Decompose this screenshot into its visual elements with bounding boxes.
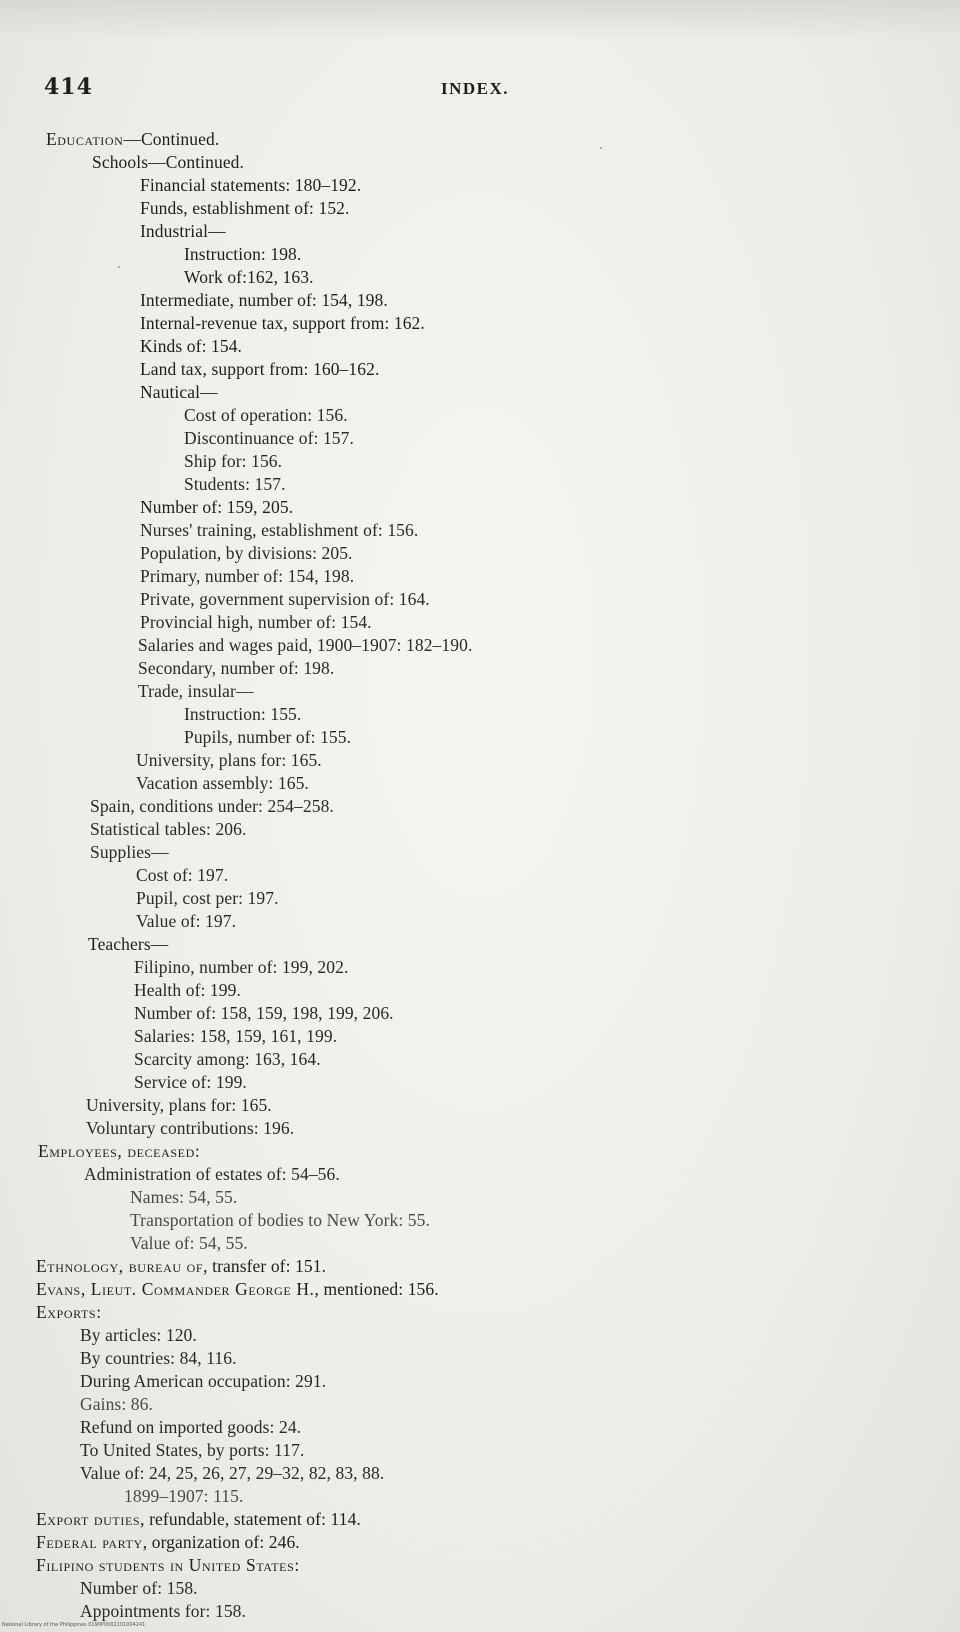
index-entry: Private, government supervision of: 164. (140, 589, 430, 609)
index-entry: Pupil, cost per: 197. (136, 888, 279, 908)
index-entry: Pupils, number of: 155. (184, 727, 352, 747)
index-entry: Cost of operation: 156. (184, 405, 348, 425)
index-entry: 1899–1907: 115. (124, 1486, 244, 1506)
entry-text: , transfer of: 151. (203, 1256, 327, 1276)
index-entry: Industrial— (140, 221, 226, 241)
index-entry: Teachers— (88, 934, 169, 954)
index-entry: Value of: 197. (136, 911, 237, 931)
index-entry-heading (38, 1140, 200, 1162)
index-entry-heading (36, 1301, 101, 1323)
index-entry: Primary, number of: 154, 198. (140, 566, 355, 586)
index-entry-heading (36, 1554, 299, 1576)
index-entry: Salaries: 158, 159, 161, 199. (134, 1026, 338, 1046)
index-entry: Schools—Continued. (92, 152, 245, 172)
index-entry: Number of: 159, 205. (140, 497, 294, 517)
index-entry: By articles: 120. (80, 1325, 197, 1345)
index-entry: Scarcity among: 163, 164. (134, 1049, 321, 1069)
index-entry: University, plans for: 165. (86, 1095, 272, 1115)
entry-heading: Exports (36, 1302, 97, 1322)
entry-text: , organization of: 246. (142, 1532, 300, 1552)
index-entry: By countries: 84, 116. (80, 1348, 237, 1368)
index-entry: Voluntary contributions: 196. (86, 1118, 295, 1138)
index-entry-heading (36, 1255, 326, 1277)
scan-speck (600, 147, 602, 149)
index-entry: Intermediate, number of: 154, 198. (140, 290, 388, 310)
entry-heading: Employees, deceased (38, 1141, 195, 1161)
entry-text: —Continued. (123, 129, 220, 149)
index-entry: Filipino, number of: 199, 202. (134, 957, 349, 977)
index-entry: Land tax, support from: 160–162. (140, 359, 380, 379)
scan-speck (118, 266, 120, 268)
index-entry-heading (36, 1278, 439, 1300)
entry-text: , mentioned: 156. (314, 1279, 439, 1299)
index-entry: University, plans for: 165. (136, 750, 322, 770)
index-entry: Spain, conditions under: 254–258. (90, 796, 334, 816)
page-number: 414 (44, 74, 93, 100)
entry-heading: Federal party (36, 1532, 143, 1552)
entry-text: : (294, 1555, 300, 1575)
index-entry: Appointments for: 158. (80, 1601, 247, 1621)
entry-heading: Export duties (36, 1509, 141, 1529)
index-entry: Vacation assembly: 165. (136, 773, 309, 793)
index-entry: Number of: 158, 159, 198, 199, 206. (134, 1003, 394, 1023)
index-entry: Statistical tables: 206. (90, 819, 247, 839)
entry-heading: Evans, Lieut. Commander George H. (36, 1279, 315, 1299)
index-entry: Kinds of: 154. (140, 336, 243, 356)
index-entry: Internal-revenue tax, support from: 162. (140, 313, 425, 333)
entry-heading: Filipino students in United States (36, 1555, 295, 1575)
index-entry: During American occupation: 291. (80, 1371, 327, 1391)
scan-shadow (0, 0, 960, 40)
page-header (44, 74, 524, 108)
index-entry: Value of: 54, 55. (130, 1233, 248, 1253)
entry-text: : (194, 1141, 200, 1161)
index-entry: Refund on imported goods: 24. (80, 1417, 302, 1437)
running-head: INDEX. (441, 79, 510, 98)
index-entry: Students: 157. (184, 474, 286, 494)
index-entry: Service of: 199. (134, 1072, 247, 1092)
index-entry: Work of:162, 163. (184, 267, 314, 287)
index-entry: Administration of estates of: 54–56. (84, 1164, 340, 1184)
index-entry: Instruction: 155. (184, 704, 302, 724)
entry-text: , refundable, statement of: 114. (140, 1509, 361, 1529)
index-entry: Instruction: 198. (184, 244, 302, 264)
index-entry: Transportation of bodies to New York: 55. (130, 1210, 430, 1230)
entry-text: : (96, 1302, 102, 1322)
index-entry: Names: 54, 55. (130, 1187, 238, 1207)
index-entry: Discontinuance of: 157. (184, 428, 354, 448)
index-entry: Nurses' training, establishment of: 156. (140, 520, 419, 540)
index-entry: Health of: 199. (134, 980, 241, 1000)
index-entry: Population, by divisions: 205. (140, 543, 353, 563)
index-entry-heading (46, 128, 219, 150)
index-entry: To United States, by ports: 117. (80, 1440, 305, 1460)
index-entry: Funds, establishment of: 152. (140, 198, 350, 218)
index-entry: Number of: 158. (80, 1578, 198, 1598)
index-entry: Supplies— (90, 842, 169, 862)
index-entry: Cost of: 197. (136, 865, 229, 885)
index-entry: Value of: 24, 25, 26, 27, 29–32, 82, 83, 88. (80, 1463, 385, 1483)
index-entry-heading (36, 1531, 300, 1553)
index-entry: Nautical— (140, 382, 218, 402)
index-entry: Financial statements: 180–192. (140, 175, 362, 195)
index-entry: Trade, insular— (138, 681, 254, 701)
index-entry: Gains: 86. (80, 1394, 153, 1414)
index-entry: Provincial high, number of: 154. (140, 612, 372, 632)
index-entry-heading (36, 1508, 361, 1530)
scan-footer: National Library of the Philippines 0190P0002101004241 (2, 1622, 146, 1628)
entry-heading: Ethnology, bureau of (36, 1256, 204, 1276)
index-entry: Secondary, number of: 198. (138, 658, 335, 678)
index-entry: Salaries and wages paid, 1900–1907: 182–190. (138, 635, 473, 655)
entry-heading: Education (46, 129, 124, 149)
index-entry: Ship for: 156. (184, 451, 283, 471)
